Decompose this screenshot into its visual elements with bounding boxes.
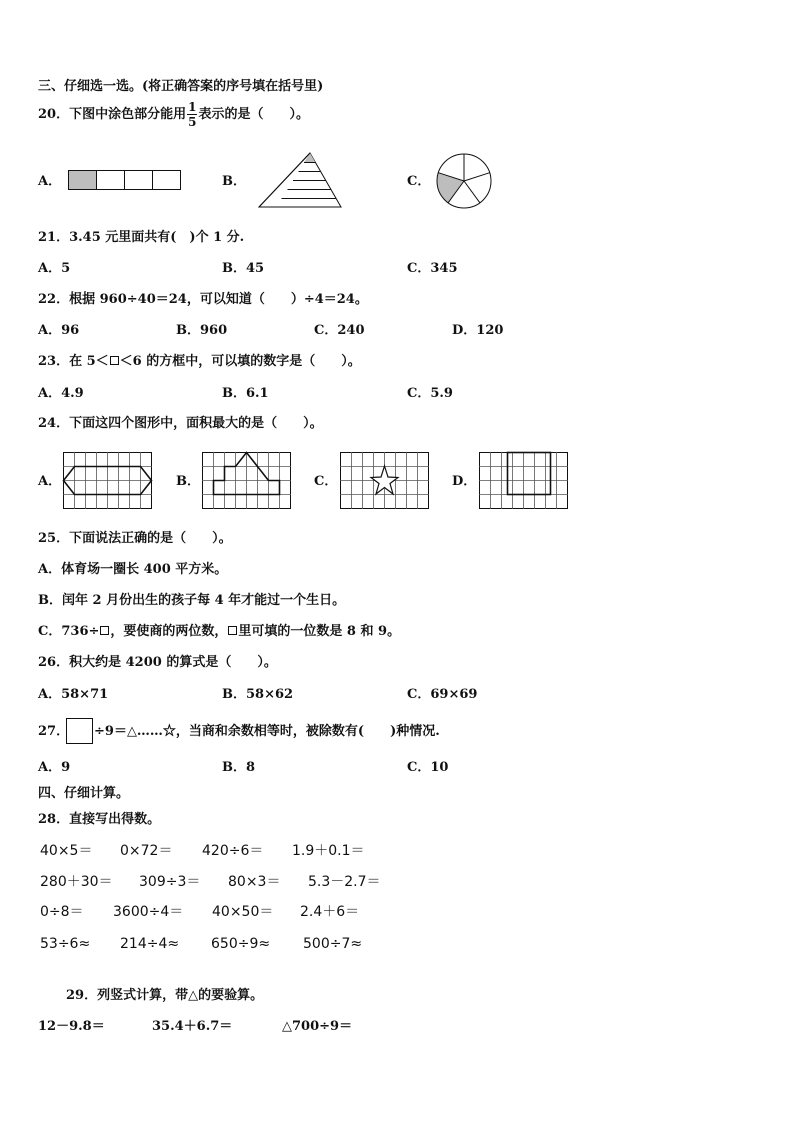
q29-item: 12－9.8＝ bbox=[38, 1019, 105, 1034]
q26-option-c[interactable]: C．69×69 bbox=[407, 687, 478, 702]
question-21: 21．3.45 元里面共有( )个 1 分. bbox=[38, 230, 245, 245]
calc-item: 40×50＝ bbox=[212, 904, 274, 920]
q27-option-a[interactable]: A．9 bbox=[38, 760, 71, 775]
calc-item: 500÷7≈ bbox=[303, 936, 363, 952]
question-27: ÷9＝△……☆，当商和余数相等时，被除数有( )种情况. bbox=[94, 724, 440, 739]
section-title-4: 四、仔细计算。 bbox=[38, 786, 130, 801]
calc-item: 650÷9≈ bbox=[211, 936, 271, 952]
calc-item: 0×72＝ bbox=[120, 843, 173, 859]
q20-figure-c-circle bbox=[435, 152, 495, 212]
q24-figure-b-house-grid bbox=[202, 452, 292, 510]
q25-option-a[interactable]: A．体育场一圈长 400 平方米。 bbox=[38, 562, 228, 577]
calc-item: 309÷3＝ bbox=[139, 874, 201, 890]
q25-c-mid: ，要使商的两位数， bbox=[110, 624, 228, 639]
q24-option-c[interactable]: C． bbox=[314, 474, 338, 489]
q25-option-b[interactable]: B．闰年 2 月份出生的孩子每 4 年才能过一个生日。 bbox=[38, 593, 346, 608]
fraction-numerator: 1 bbox=[188, 100, 197, 114]
q23-pre: 23．在 5＜ bbox=[38, 354, 109, 369]
q23-option-a[interactable]: A．4.9 bbox=[38, 386, 84, 401]
question-23 bbox=[38, 355, 361, 368]
q29-item: △700÷9＝ bbox=[282, 1019, 353, 1034]
question-25: 25．下面说法正确的是（ ）。 bbox=[38, 531, 232, 546]
question-24: 24．下面这四个图形中，面积最大的是（ ）。 bbox=[38, 416, 323, 431]
question-20 bbox=[38, 100, 309, 129]
calc-item: 40×5＝ bbox=[40, 843, 93, 859]
calc-item: 5.3－2.7＝ bbox=[308, 874, 381, 890]
section-title-3: 三、仔细选一选。(将正确答案的序号填在括号里) bbox=[38, 79, 324, 94]
q22-option-b[interactable]: B．960 bbox=[176, 323, 228, 338]
q22-option-d[interactable]: D．120 bbox=[452, 323, 504, 338]
q24-option-b[interactable]: B． bbox=[176, 474, 200, 489]
q21-option-b[interactable]: B．45 bbox=[222, 261, 265, 276]
q25-option-c[interactable] bbox=[38, 625, 400, 638]
q24-option-a[interactable]: A． bbox=[38, 474, 62, 489]
q20-option-b[interactable]: B． bbox=[222, 174, 246, 189]
calc-item: 80×3＝ bbox=[228, 874, 281, 890]
q25-c-post: 里可填的一位数是 8 和 9。 bbox=[238, 624, 401, 639]
q20-option-c[interactable]: C． bbox=[407, 174, 431, 189]
blank-square-icon bbox=[110, 356, 119, 365]
q25-c-pre: C．736÷ bbox=[38, 624, 100, 639]
calc-item: 2.4＋6＝ bbox=[300, 904, 360, 920]
q27-option-b[interactable]: B．8 bbox=[222, 760, 256, 775]
q24-figure-a-hexagon-grid bbox=[63, 452, 153, 510]
question-29: 29．列竖式计算，带△的要验算。 bbox=[66, 988, 264, 1003]
q20-figure-a-strip bbox=[68, 170, 182, 190]
calc-item: 3600÷4＝ bbox=[113, 904, 184, 920]
q21-option-a[interactable]: A．5 bbox=[38, 261, 71, 276]
q27-option-c[interactable]: C．10 bbox=[407, 760, 449, 775]
calc-item: 280＋30＝ bbox=[40, 874, 113, 890]
blank-square-icon bbox=[100, 626, 109, 635]
q21-option-c[interactable]: C．345 bbox=[407, 261, 458, 276]
q20-pre: 20．下图中涂色部分能用 bbox=[38, 107, 187, 122]
q23-post: ＜6 的方框中，可以填的数字是（ ）。 bbox=[119, 354, 361, 369]
q22-option-a[interactable]: A．96 bbox=[38, 323, 80, 338]
q24-option-d[interactable]: D． bbox=[452, 474, 477, 489]
blank-square-icon bbox=[228, 626, 237, 635]
q24-figure-d-rect-grid bbox=[479, 452, 569, 510]
q24-figure-c-star-grid bbox=[340, 452, 430, 510]
q26-option-a[interactable]: A．58×71 bbox=[38, 687, 109, 702]
calc-item: 420÷6＝ bbox=[202, 843, 264, 859]
question-27-number: 27． bbox=[38, 724, 70, 739]
calc-item: 1.9＋0.1＝ bbox=[292, 843, 365, 859]
q22-option-c[interactable]: C．240 bbox=[314, 323, 365, 338]
q20-option-a[interactable]: A． bbox=[38, 174, 62, 189]
q20-figure-b-triangle bbox=[258, 152, 342, 210]
q23-option-b[interactable]: B．6.1 bbox=[222, 386, 269, 401]
calc-item: 214÷4≈ bbox=[120, 936, 180, 952]
calc-item: 53÷6≈ bbox=[40, 936, 91, 952]
question-28: 28．直接写出得数。 bbox=[38, 812, 161, 827]
fraction-denominator: 5 bbox=[188, 115, 197, 129]
calc-item: 0÷8＝ bbox=[40, 904, 84, 920]
q23-option-c[interactable]: C．5.9 bbox=[407, 386, 453, 401]
question-26: 26．积大约是 4200 的算式是（ ）。 bbox=[38, 655, 277, 670]
q20-post: 表示的是（ ）。 bbox=[198, 107, 309, 122]
fraction-one-fifth bbox=[187, 100, 197, 129]
q29-item: 35.4＋6.7＝ bbox=[152, 1019, 233, 1034]
question-22: 22．根据 960÷40＝24，可以知道（ ）÷4＝24。 bbox=[38, 292, 368, 307]
dividend-blank-box bbox=[66, 718, 93, 744]
q26-option-b[interactable]: B．58×62 bbox=[222, 687, 294, 702]
